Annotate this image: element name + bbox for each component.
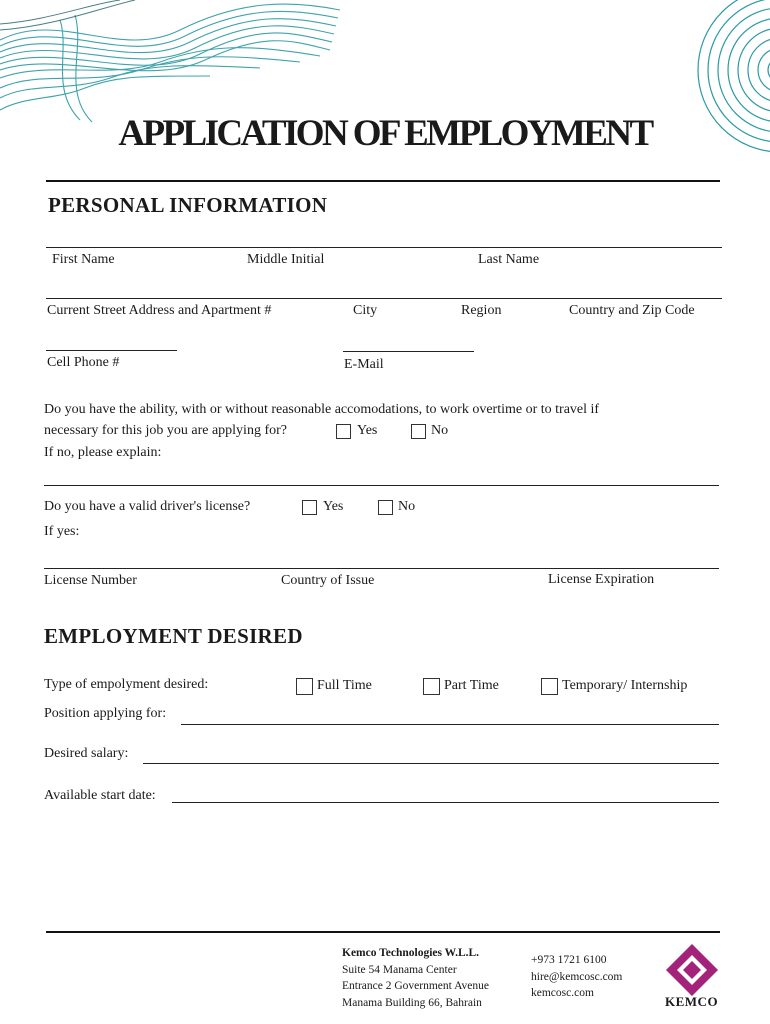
license-yes-label: Yes [323, 499, 344, 514]
part-time-checkbox[interactable] [423, 678, 440, 695]
page-title: APPLICATION OF EMPLOYMENT [118, 113, 652, 154]
footer-divider [46, 931, 720, 933]
if-yes-label: If yes: [44, 524, 80, 539]
address-line-3: Manama Building 66, Bahrain [342, 996, 482, 1009]
email-label: E-Mail [344, 357, 384, 372]
address-field-line[interactable] [46, 298, 722, 299]
employment-type-label: Type of empolyment desired: [44, 677, 209, 692]
first-name-label: First Name [52, 252, 115, 267]
footer-email[interactable]: hire@kemcosc.com [531, 970, 623, 983]
overtime-yes-label: Yes [357, 423, 378, 438]
kemco-logo-icon [662, 942, 722, 998]
region-label: Region [461, 303, 502, 318]
cell-phone-field-line[interactable] [46, 350, 177, 351]
position-field-line[interactable] [181, 724, 719, 725]
license-field-line[interactable] [44, 568, 719, 569]
overtime-question: Do you have the ability, with or without reasonable accomodations, to work overtime or to travel if [44, 402, 600, 417]
overtime-no-label: No [431, 423, 449, 438]
kemco-logo-text: KEMCO [665, 994, 719, 1009]
city-label: City [353, 303, 378, 318]
license-question: Do you have a valid driver's license? [44, 499, 251, 514]
part-time-label: Part Time [444, 678, 499, 693]
address-line-1: Suite 54 Manama Center [342, 963, 457, 976]
title-divider [46, 180, 720, 182]
last-name-label: Last Name [478, 252, 540, 267]
address-line-2: Entrance 2 Government Avenue [342, 980, 489, 992]
name-field-line[interactable] [46, 247, 722, 248]
footer-company-block [342, 945, 489, 1011]
salary-field-line[interactable] [143, 763, 719, 764]
if-no-explain-label: If no, please explain: [44, 445, 162, 460]
overtime-no-checkbox[interactable] [411, 424, 426, 439]
cell-phone-label: Cell Phone # [47, 355, 120, 370]
address-label: Current Street Address and Apartment # [47, 303, 272, 318]
footer-phone: +973 1721 6100 [531, 954, 607, 966]
company-name: Kemco Technologies W.L.L. [342, 947, 480, 959]
start-date-field-line[interactable] [172, 802, 719, 803]
license-yes-checkbox[interactable] [302, 500, 317, 515]
license-no-checkbox[interactable] [378, 500, 393, 515]
temporary-checkbox[interactable] [541, 678, 558, 695]
section-heading-employment: EMPLOYMENT DESIRED [44, 624, 303, 648]
footer-contact-block [531, 952, 622, 1002]
section-heading-personal: PERSONAL INFORMATION [48, 193, 328, 217]
middle-initial-label: Middle Initial [247, 252, 325, 267]
country-zip-label: Country and Zip Code [569, 303, 695, 318]
email-field-line[interactable] [343, 351, 474, 352]
start-date-label: Available start date: [44, 788, 156, 803]
overtime-question-cont: necessary for this job you are applying for? [44, 423, 287, 438]
overtime-yes-checkbox[interactable] [336, 424, 351, 439]
salary-label: Desired salary: [44, 746, 129, 761]
footer-website[interactable]: kemcosc.com [531, 987, 594, 999]
full-time-checkbox[interactable] [296, 678, 313, 695]
license-number-label: License Number [44, 573, 137, 588]
country-issue-label: Country of Issue [281, 573, 375, 588]
full-time-label: Full Time [317, 678, 372, 693]
temporary-label: Temporary/ Internship [562, 678, 688, 693]
license-no-label: No [398, 499, 416, 514]
position-label: Position applying for: [44, 706, 167, 721]
license-expiration-label: License Expiration [548, 572, 655, 587]
explain-field-line[interactable] [44, 485, 719, 486]
